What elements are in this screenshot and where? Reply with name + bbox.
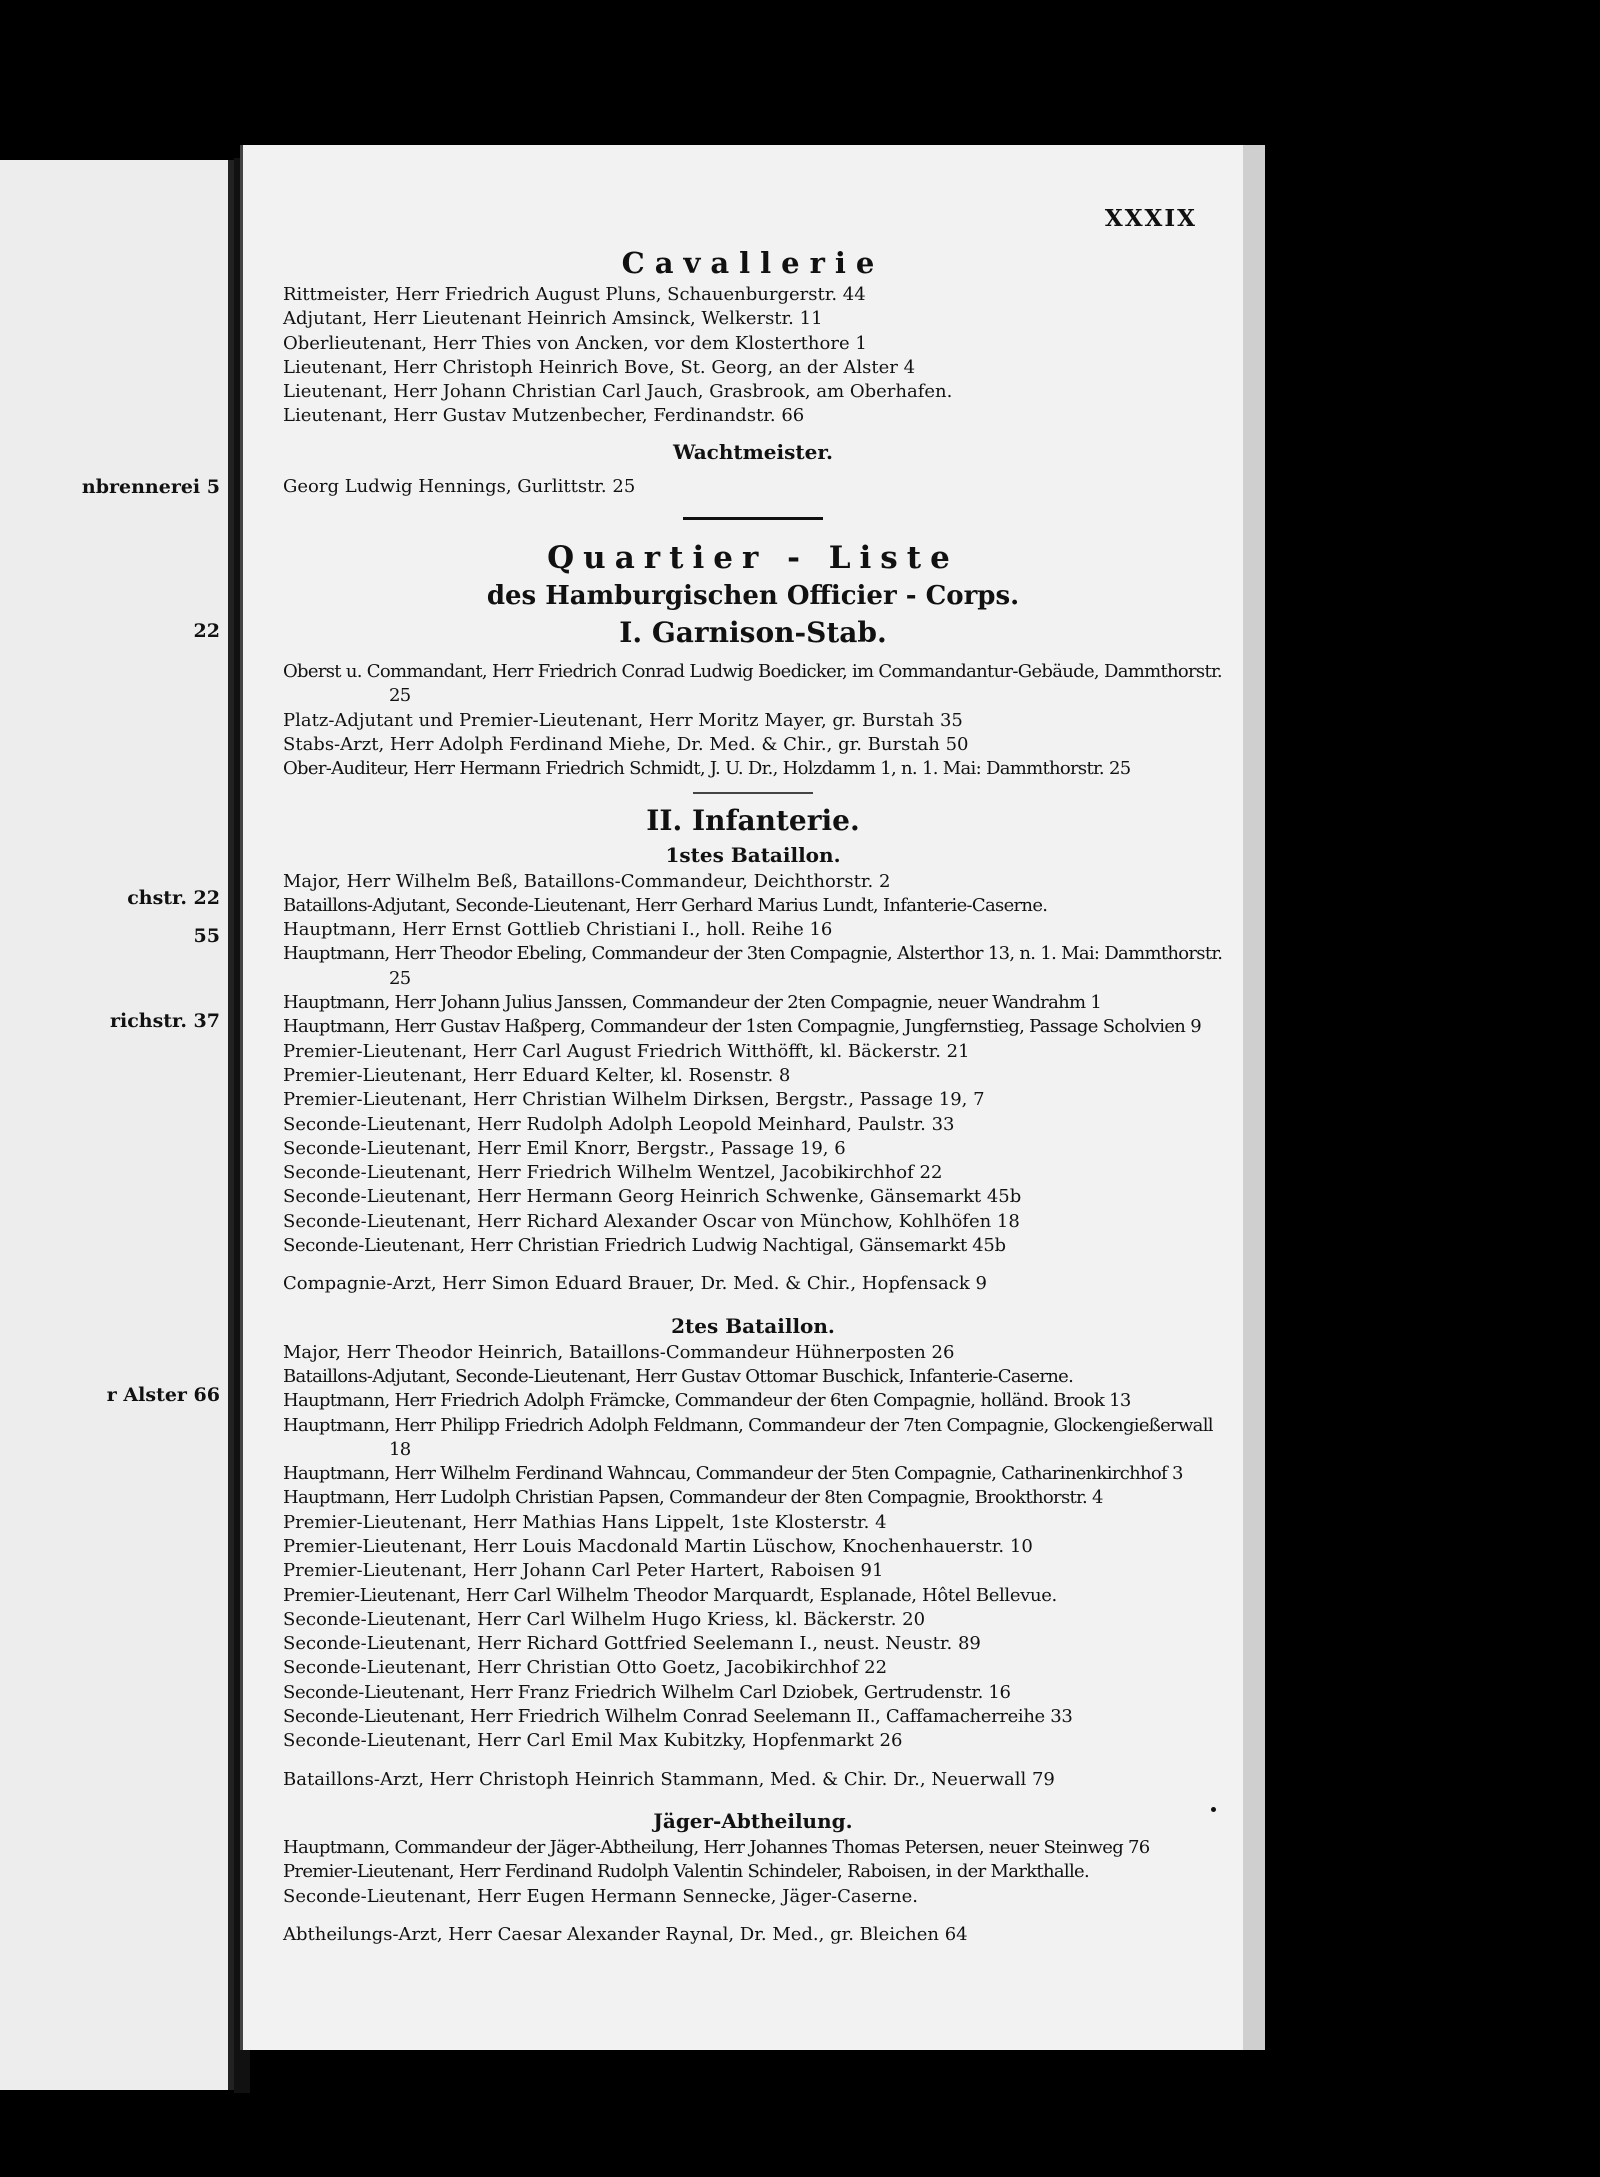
- ink-dot: [1211, 1807, 1216, 1812]
- quartier-subtitle: des Hamburgischen Officier - Corps.: [486, 581, 1020, 612]
- garnison-heading: I. Garnison-Stab.: [619, 616, 887, 650]
- list-entry: Adjutant, Herr Lieutenant Heinrich Amsinck, Welkerstr. 11: [283, 308, 823, 330]
- cavallerie-heading: Cavallerie: [621, 246, 885, 280]
- list-entry: Major, Herr Theodor Heinrich, Bataillons-Commandeur Hühnerposten 26: [283, 1341, 955, 1363]
- list-entry: Hauptmann, Herr Wilhelm Ferdinand Wahncau, Commandeur der 5ten Compagnie, Catharinenkirchhof 3: [283, 1463, 1183, 1485]
- list-entry: Seconde-Lieutenant, Herr Carl Wilhelm Hugo Kriess, kl. Bäckerstr. 20: [283, 1608, 926, 1630]
- list-entry: Seconde-Lieutenant, Herr Friedrich Wilhelm Wentzel, Jacobikirchhof 22: [283, 1162, 943, 1184]
- list-entry: Oberst u. Commandant, Herr Friedrich Conrad Ludwig Boedicker, im Commandantur-Gebäude, Dammthorstr. 25: [283, 661, 1222, 707]
- left-page-fragment: 22: [193, 620, 220, 642]
- list-entry: Premier-Lieutenant, Herr Ferdinand Rudolph Valentin Schindeler, Raboisen, in der Markthalle.: [283, 1861, 1089, 1883]
- list-entry: Lieutenant, Herr Christoph Heinrich Bove, St. Georg, an der Alster 4: [283, 356, 916, 378]
- list-entry: Lieutenant, Herr Johann Christian Carl Jauch, Grasbrook, am Oberhafen.: [283, 381, 953, 403]
- list-entry: Rittmeister, Herr Friedrich August Pluns, Schauenburgerstr. 44: [283, 284, 866, 305]
- list-entry: Seconde-Lieutenant, Herr Eugen Hermann Sennecke, Jäger-Caserne.: [283, 1885, 919, 1907]
- jaeger-arzt: Abtheilungs-Arzt, Herr Caesar Alexander Raynal, Dr. Med., gr. Bleichen 64: [283, 1923, 968, 1945]
- list-entry: Premier-Lieutenant, Herr Carl August Friedrich Witthöfft, kl. Bäckerstr. 21: [283, 1040, 970, 1062]
- list-entry: Seconde-Lieutenant, Herr Rudolph Adolph Leopold Meinhard, Paulstr. 33: [283, 1113, 955, 1135]
- list-entry: Hauptmann, Herr Johann Julius Janssen, Commandeur der 2ten Compagnie, neuer Wandrahm 1: [283, 992, 1102, 1014]
- bataillon2-arzt: Bataillons-Arzt, Herr Christoph Heinrich Stammann, Med. & Chir. Dr., Neuerwall 79: [283, 1768, 1055, 1790]
- list-entry: Seconde-Lieutenant, Herr Friedrich Wilhelm Conrad Seelemann II., Caffamacherreihe 33: [283, 1706, 1073, 1728]
- list-entry: Premier-Lieutenant, Herr Carl Wilhelm Theodor Marquardt, Esplanade, Hôtel Bellevue.: [283, 1584, 1057, 1606]
- bataillon1-list: [283, 870, 1223, 1259]
- wachtmeister-heading: Wachtmeister.: [672, 439, 833, 464]
- list-entry: Premier-Lieutenant, Herr Eduard Kelter, kl. Rosenstr. 8: [283, 1064, 791, 1086]
- list-entry: Platz-Adjutant und Premier-Lieutenant, Herr Moritz Mayer, gr. Burstah 35: [283, 709, 963, 731]
- list-entry: Major, Herr Wilhelm Beß, Bataillons-Commandeur, Deichthorstr. 2: [283, 870, 891, 892]
- left-page-fragment: 55: [193, 925, 220, 947]
- list-entry: Stabs-Arzt, Herr Adolph Ferdinand Miehe, Dr. Med. & Chir., gr. Burstah 50: [283, 733, 969, 755]
- list-entry: Premier-Lieutenant, Herr Christian Wilhelm Dirksen, Bergstr., Passage 19, 7: [283, 1089, 985, 1111]
- list-entry: Georg Ludwig Hennings, Gurlittstr. 25: [283, 475, 636, 497]
- list-entry: Oberlieutenant, Herr Thies von Ancken, vor dem Klosterthore 1: [283, 332, 867, 354]
- section-divider: [683, 517, 823, 520]
- list-entry: Hauptmann, Herr Theodor Ebeling, Commandeur der 3ten Compagnie, Alsterthor 13, n. 1. Mai: Dammthorstr. 25: [283, 943, 1223, 989]
- list-entry: Seconde-Lieutenant, Herr Christian Otto Goetz, Jacobikirchhof 22: [283, 1657, 888, 1679]
- list-entry: Hauptmann, Herr Friedrich Adolph Främcke, Commandeur der 6ten Compagnie, holländ. Brook 13: [283, 1390, 1131, 1412]
- wachtmeister-list: [283, 475, 1223, 499]
- list-entry: Hauptmann, Herr Ernst Gottlieb Christiani I., holl. Reihe 16: [283, 919, 833, 941]
- list-entry: Ober-Auditeur, Herr Hermann Friedrich Schmidt, J. U. Dr., Holzdamm 1, n. 1. Mai: Dammthorstr. 25: [283, 758, 1131, 780]
- infanterie-heading: II. Infanterie.: [646, 803, 860, 837]
- cavallerie-list: [283, 283, 1223, 429]
- list-entry: Seconde-Lieutenant, Herr Emil Knorr, Bergstr., Passage 19, 6: [283, 1137, 846, 1159]
- page-content: [283, 243, 1223, 1947]
- list-entry: Seconde-Lieutenant, Herr Richard Gottfried Seelemann I., neust. Neustr. 89: [283, 1633, 981, 1655]
- left-page-fragment: nbrennerei 5: [81, 476, 220, 498]
- right-page: [240, 145, 1265, 2050]
- list-entry: Seconde-Lieutenant, Herr Christian Friedrich Ludwig Nachtigal, Gänsemarkt 45b: [283, 1235, 1006, 1257]
- list-entry: Seconde-Lieutenant, Herr Franz Friedrich Wilhelm Carl Dziobek, Gertrudenstr. 16: [283, 1681, 1011, 1703]
- jaeger-list: [283, 1836, 1223, 1909]
- list-entry: Bataillons-Adjutant, Seconde-Lieutenant, Herr Gustav Ottomar Buschick, Infanterie-Caserne.: [283, 1365, 1074, 1387]
- jaeger-heading: Jäger-Abtheilung.: [653, 1808, 853, 1833]
- bataillon1-arzt: Compagnie-Arzt, Herr Simon Eduard Brauer, Dr. Med. & Chir., Hopfensack 9: [283, 1273, 987, 1295]
- garnison-list: [283, 660, 1223, 781]
- list-entry: Seconde-Lieutenant, Herr Hermann Georg Heinrich Schwenke, Gänsemarkt 45b: [283, 1186, 1022, 1208]
- list-entry: Hauptmann, Herr Ludolph Christian Papsen, Commandeur der 8ten Compagnie, Brookthorstr. 4: [283, 1487, 1103, 1509]
- list-entry: Hauptmann, Herr Philipp Friedrich Adolph Feldmann, Commandeur der 7ten Compagnie, Glockengießerwall 18: [283, 1414, 1213, 1460]
- list-entry: Premier-Lieutenant, Herr Louis Macdonald Martin Lüschow, Knochenhauerstr. 10: [283, 1535, 1033, 1557]
- left-page-fragment: r Alster 66: [106, 1384, 220, 1406]
- bataillon2-heading: 2tes Bataillon.: [671, 1313, 835, 1338]
- list-entry: Hauptmann, Commandeur der Jäger-Abtheilung, Herr Johannes Thomas Petersen, neuer Steinweg 76: [283, 1836, 1150, 1858]
- list-entry: Hauptmann, Herr Gustav Haßperg, Commandeur der 1sten Compagnie, Jungfernstieg, Passage Scholvien 9: [283, 1016, 1201, 1038]
- bataillon1-heading: 1stes Bataillon.: [665, 842, 841, 867]
- page-number: XXXIX: [1104, 205, 1197, 232]
- list-entry: Seconde-Lieutenant, Herr Richard Alexander Oscar von Münchow, Kohlhöfen 18: [283, 1210, 1020, 1232]
- list-entry: Seconde-Lieutenant, Herr Carl Emil Max Kubitzky, Hopfenmarkt 26: [283, 1730, 903, 1752]
- left-page-edge: [0, 160, 234, 2090]
- left-page-fragment: chstr. 22: [127, 887, 220, 909]
- list-entry: Premier-Lieutenant, Herr Johann Carl Peter Hartert, Raboisen 91: [283, 1560, 884, 1582]
- list-entry: Premier-Lieutenant, Herr Mathias Hans Lippelt, 1ste Klosterstr. 4: [283, 1511, 887, 1533]
- left-page-fragment: richstr. 37: [109, 1010, 220, 1032]
- quartier-title: Quartier - Liste: [547, 540, 959, 577]
- list-entry: Bataillons-Adjutant, Seconde-Lieutenant, Herr Gerhard Marius Lundt, Infanterie-Caserne.: [283, 894, 1048, 916]
- list-entry: Lieutenant, Herr Gustav Mutzenbecher, Ferdinandstr. 66: [283, 405, 805, 427]
- bataillon2-list: [283, 1341, 1223, 1754]
- section-divider: [693, 792, 813, 794]
